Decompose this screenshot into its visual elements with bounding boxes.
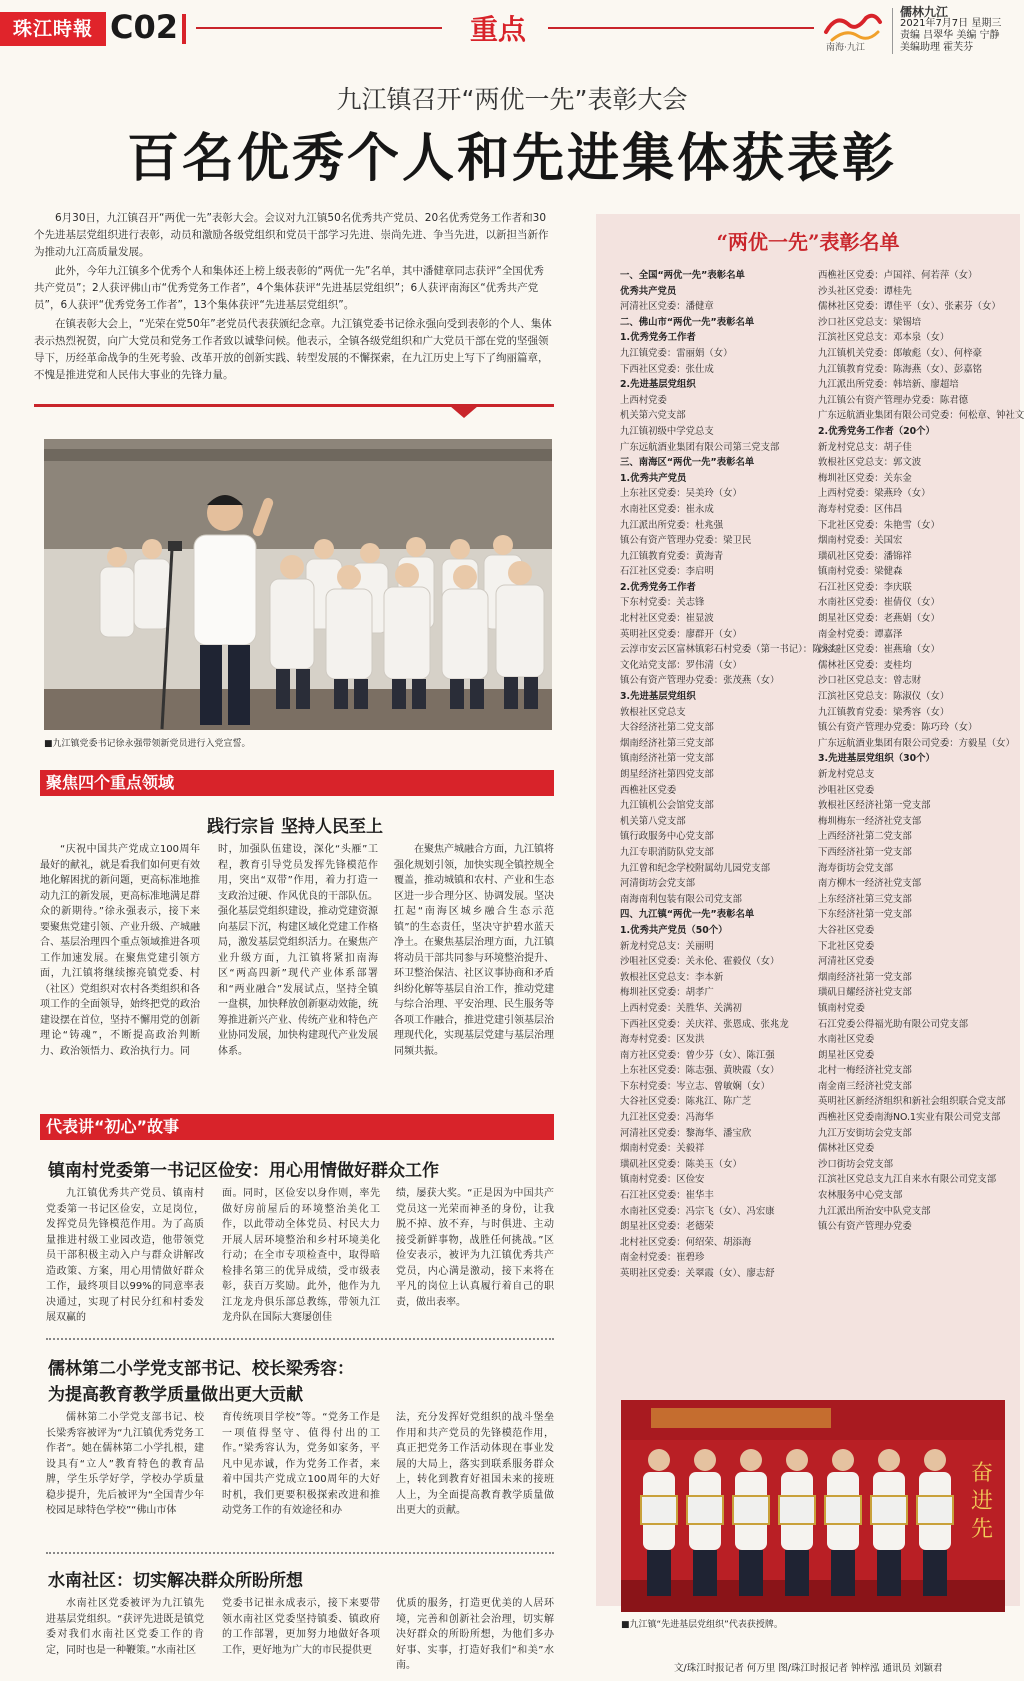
honor-list-entry: 下西经济社第一党支部 [818, 846, 912, 858]
honor-list-entry: 西樵社区党委：卢国祥、何若萍（女） [818, 270, 978, 281]
honor-list-entry: 烟南经济社第三党支部 [620, 737, 714, 749]
honor-list-entry: 镇公有资产管理办党委：陈巧玲（女） [818, 722, 978, 734]
honor-list-entry: 烟南经济社第一党支部 [818, 971, 912, 983]
backdrop-char: 奋 [971, 1461, 994, 1486]
honor-list-entry: 璜矶社区党委：陈美玉（女） [620, 1158, 742, 1170]
honor-list-heading: 1.优秀党务工作者 [620, 332, 696, 344]
honor-list-entry: 南金村党委：谭嘉泽 [818, 628, 903, 640]
honor-list-entry: 江滨社区党总支：陈淑仪（女） [818, 691, 950, 703]
article-lead [34, 210, 554, 386]
honor-list-entry: 敦根社区党总支：郭文波 [818, 457, 922, 469]
honor-list-heading: 一、全国“两优一先”表彰名单 [620, 270, 745, 281]
honor-list-entry: 机关第六党支部 [620, 410, 686, 422]
newspaper-logo: 珠江時報 [0, 12, 106, 46]
honor-list-entry: 镇公有资产管理办党委：梁卫民 [620, 535, 752, 547]
honor-list-entry: 梅圳社区党委：胡孝广 [620, 987, 714, 999]
honor-list-entry: 沙咀社区党委：关永伦、霍毅仪（女） [620, 956, 780, 968]
story3-column-3 [396, 1596, 554, 1676]
honor-list-entry: 石江党委公得福光助有限公司党支部 [818, 1018, 969, 1030]
lead-paragraph: 此外，今年九江镇多个优秀个人和集体还上榜上级表彰的“两优一先”名单，其中潘健章同志获评“全国优秀共产党员”；2人获评佛山市“优秀党务工作者”，4个集体获评“先进基层党组织”；6人获评南海区“优秀共产党员”，6人获评“优秀党务工作者”，13个集体获评“先进基层党组织”。 [34, 265, 544, 311]
header-rule-right [548, 27, 814, 29]
honor-list-entry: 下北社区党委：朱艳雪（女） [818, 519, 940, 531]
column-name: 儒林九江 [900, 5, 949, 19]
honor-list-entry: 云淳市安云区富林镇彩石村党委（第一书记）：陈永红 [620, 644, 841, 656]
story3-title-name: 水南社区： [48, 1571, 133, 1591]
honor-list-entry: 儒林社区党委：谭佳平（女）、张素芬（女） [818, 301, 1001, 313]
section-bar-focus: 聚焦四个重点领域 [40, 770, 554, 796]
honor-list-entry: 九江镇初级中学党总支 [620, 425, 714, 437]
honor-list-entry: 机关第八党支部 [620, 815, 686, 827]
section-bar-stories: 代表讲“初心”故事 [40, 1114, 554, 1140]
story2-column-1 [46, 1410, 204, 1550]
honor-list-heading: 3.先进基层党组织 [620, 691, 696, 703]
honor-list-heading: 二、佛山市“两优一先”表彰名单 [620, 316, 755, 328]
honor-list-entry: 朗星经济社第四党支部 [620, 769, 714, 780]
honor-list-entry: 镇南村党委 [818, 1002, 865, 1014]
story3-title-rest: 切实解决群众所盼所想 [133, 1571, 303, 1591]
section1-column-1 [40, 842, 200, 1092]
honor-list-entry: 九江曾和纪念学校附属幼儿园党支部 [620, 862, 771, 874]
section1-column-2 [218, 842, 378, 1092]
story-divider [46, 1552, 554, 1554]
story1-column-2 [222, 1186, 380, 1326]
honor-list-entry: 河清社区党委：黎海华、潘宝欣 [620, 1127, 752, 1139]
honor-list-entry: 镇公有资产管理办党委 [818, 1221, 912, 1233]
honor-list-entry: 儒林社区党委：麦桂均 [818, 659, 912, 671]
honor-list-entry: 上西经济社第二党支部 [818, 831, 912, 843]
brand-subtitle: 南海·九江 [826, 43, 865, 53]
honor-list-entry: 海寿村党委：区伟昌 [818, 503, 903, 515]
honor-list-entry: 海寿街坊会党支部 [818, 862, 894, 874]
story1-title-name: 镇南村党委第一书记区俭安： [48, 1161, 269, 1181]
honor-list-entry: 敦根社区经济社第一党支部 [818, 800, 931, 812]
honor-list-entry: 下西社区党委：张仕成 [620, 363, 714, 375]
honor-list-entry: 水南社区党委：冯宗飞（女）、冯宏康 [620, 1205, 775, 1217]
honor-list-entry: 水南社区党委 [818, 1034, 875, 1046]
honor-list-entry: 新龙村党总支：胡子佳 [818, 441, 912, 453]
honor-list-entry: 海寿村党委：区发洪 [620, 1034, 705, 1046]
honor-list-entry: 璜矶社区党委：潘锦祥 [818, 550, 912, 562]
section-subhead: 践行宗旨 坚持人民至上 [207, 817, 383, 837]
honor-list-entry: 九江社区党委：冯海华 [620, 1112, 714, 1124]
honor-list-column-1 [620, 268, 841, 1282]
honor-list-entry: 敦根社区党总支 [620, 706, 686, 718]
lead-divider-arrow-icon [450, 406, 478, 418]
honor-list-entry: 河清街坊会党支部 [620, 878, 696, 890]
honor-list-entry: 九江镇教育党委：梁秀容（女） [818, 706, 950, 718]
honor-list-entry: 新龙村党总支：关丽明 [620, 940, 714, 952]
body-text: 在聚焦产城融合方面，九江镇将强化规划引领，加快实现全镇控规全覆盖，推动城镇和农村、产业和生态区进一步合理分区、协调发展。坚决扛起“南海区城乡融合生态示范镇”的生态责任，坚决守护碧水蓝天净土。在聚焦基层治理方面，九江镇将动员干部共同参与环境整治提升、环卫整治保洁、社区议事协商和矛盾纠纷化解等基层自治工作，推动党建与综合治理、平安治理、民生服务等各项工作融合，推进党建引领基层治理现代化，实现基层党建与基层治理同频共振。 [394, 844, 554, 1057]
honor-list-entry: 沙头社区党委：谭桂先 [818, 285, 912, 297]
story3-column-2 [222, 1596, 380, 1676]
honor-list-entry: 下东经济社第一党支部 [818, 909, 912, 921]
honor-list-entry: 河清社区党委 [818, 956, 875, 968]
honor-list-entry: 九江派出所党委：韩培新、廖超培 [818, 379, 959, 391]
lead-paragraph: 6月30日，九江镇召开“两优一先”表彰大会。会议对九江镇50名优秀共产党员、20名优秀党务工作者和30个先进基层党组织进行表彰，动员和激励各级党组织和党员干部学习先进、崇尚先进、争当先进，以新担当新作为推动九江高质量发展。 [34, 212, 549, 258]
honor-list-entry: 九江镇公有资产管理办党委：陈君德 [818, 394, 969, 406]
honor-list-entry: 南金南三经济社党支部 [818, 1080, 912, 1092]
oath-ceremony-photo [44, 439, 552, 730]
backdrop-char: 先 [971, 1517, 994, 1542]
honor-list-entry: 九江专职消防队党支部 [620, 846, 714, 858]
honor-list-entry: 镇公有资产管理办党委：张茂燕（女） [620, 675, 780, 687]
article-headline: 百名优秀个人和先进集体获表彰 [126, 128, 897, 189]
honor-list-entry: 敦根社区党总支：李本新 [620, 971, 724, 983]
honor-list-entry: 江滨社区党总支：邓本泉（女） [818, 332, 950, 344]
honor-list-heading: 2.先进基层党组织 [620, 379, 696, 391]
body-text: 面。同时，区俭安以身作则，率先做好房前屋后的环境整治美化工作，以此带动全体党员、村民大力开展人居环境整治和乡村环境美化行动；在全市专项检查中，取得暗检排名第三的优异成绩，受市级表彰，获百万奖励。此外，他作为九江龙龙舟俱乐部总教练，带领九江龙舟队在国际大赛屡创佳 [222, 1188, 380, 1323]
assistant-editor: 美编助理 霍芙芬 [900, 42, 974, 53]
honor-list-entry: 农林服务中心党支部 [818, 1190, 903, 1202]
honor-list-entry: 九江镇教育党委：黄海青 [620, 550, 724, 562]
honor-list-entry: 英明社区党委：关翠霞（女）、廖志舒 [620, 1268, 775, 1279]
award-photo-illustration [621, 1400, 1005, 1612]
story3-column-1 [46, 1596, 204, 1676]
honor-list-heading: 三、南海区“两优一先”表彰名单 [620, 457, 755, 469]
honor-list-entry: 广东远航酒业集团有限公司党委：何松章、钟社文 [818, 410, 1024, 422]
honor-list-entry: 南海南利包装有限公司党支部 [620, 893, 742, 905]
honor-list-entry: 南金村党委：崔碧珍 [620, 1252, 705, 1264]
story1-column-3 [396, 1186, 554, 1326]
honor-list-entry: 上西村党委 [620, 394, 667, 406]
honor-list-entry: 上东经济社第三党支部 [818, 893, 912, 905]
body-text: “庆祝中国共产党成立100周年最好的献礼，就是看我们如何更有效地化解困扰的新问题，更高标准地推动九江的新发展，更高标准地满足群众的新期待。”徐永强表示，接下来要聚焦党建引领、产业升级、产城融合、基层治理四个重点领域推进各项工作加速发展。在聚焦党建引领方面，九江镇将继续擦亮镇党委、村（社区）党组织对农村各类组织和各项工作的全面领导，始终把党的政治建设摆在首位，坚持不懈用党的创新理论“铸魂”，不断提高政治判断力、政治领悟力、政治执行力。同 [40, 844, 200, 1057]
honor-list-entry: 上西村党委：关胜华、关满初 [620, 1002, 742, 1014]
honor-list-entry: 儒林社区党委 [818, 1143, 875, 1155]
section-title: 重点 [470, 13, 527, 46]
honor-list-entry: 文化站党支部：罗伟清（女） [620, 659, 742, 671]
story2-title-line1: 儒林第二小学党支部书记、校长梁秀容： [48, 1359, 354, 1379]
body-text: 水南社区党委被评为九江镇先进基层党组织。“获评先进既是镇党委对我们水南社区党委工作的肯定，同时也是一种鞭策。”水南社区 [46, 1598, 204, 1656]
honor-list-entry: 九江镇党委：雷丽娟（女） [620, 347, 733, 359]
body-text: 绩，屡获大奖。“正是因为中国共产党员这一光荣而神圣的身份，让我脱不掉、放不弃，与时俱进、主动接受新鲜事物，战胜任何挑战。”区俭安表示，被评为九江镇优秀共产党员，内心满是激动，接下来将在平凡的岗位上认真履行着自己的职责，做出表率。 [396, 1188, 554, 1308]
story2-title-line2: 为提高教育教学质量做出更大贡献 [48, 1385, 303, 1405]
award-ceremony-photo [621, 1400, 1005, 1612]
honor-list-entry: 镇南经济社第一党支部 [620, 753, 714, 765]
story-divider [46, 1338, 554, 1340]
honor-list-entry: 下西社区党委：关庆祥、张恩成、张兆龙 [620, 1018, 789, 1030]
honor-list-entry: 英明社区党委：廖群开（女） [620, 628, 742, 640]
body-text: 时，加强队伍建设，深化“头雁”工程，教育引导党员发挥先锋模范作用，突出“双带”作用，着力打造一支政治过硬、作风优良的干部队伍。强化基层党组织建设，推动党建资源向基层下沉，构建区域化党建工作格局，激发基层党组织活力。在聚焦产业升级方面，九江镇将紧扣南海区“两高四新”现代产业体系部署和“两业融合”发展试点，坚持全镇一盘棋，加快释放创新驱动效能，统筹推进新兴产业、传统产业和特色产业协同发展，加快构建现代产业发展体系。 [218, 844, 378, 1057]
honor-list-entry: 广东远航酒业集团有限公司党委：方毅星（女） [818, 737, 1015, 749]
honor-list-entry: 石江社区党委：崔华丰 [620, 1190, 714, 1202]
honor-list-entry: 镇南村党委：梁健森 [818, 566, 903, 578]
honor-list-entry: 上东社区党委：陈志强、黄映霞（女） [620, 1065, 780, 1077]
section1-column-3 [394, 842, 554, 1092]
honor-list-entry: 江滨社区党总支九江自来水有限公司党支部 [818, 1174, 997, 1186]
honor-list-entry: 水南社区党委：崔倩仪（女） [818, 597, 940, 609]
honor-list-entry: 大谷社区党委：陈兆江、陈广芝 [620, 1096, 752, 1108]
story3-title [48, 1566, 303, 1591]
issue-meta [900, 6, 1001, 54]
photo-caption: ■九江镇“先进基层党组织”代表获授牌。 [621, 1620, 783, 1630]
honor-list-entry: 九江派出所治安中队党支部 [818, 1205, 931, 1217]
page-number-bar [182, 14, 186, 44]
honor-list-entry: 水南社区党委：崔永成 [620, 503, 714, 515]
honor-list-entry: 沙头社区党委：崔燕瑜（女） [818, 644, 940, 656]
honor-list-column-2 [818, 268, 1024, 1235]
honor-list-entry: 朗星社区党委：老燕娟（女） [818, 613, 940, 625]
honor-list-heading: 优秀共产党员 [620, 285, 677, 297]
honor-list-heading: 1.优秀共产党员 [620, 472, 687, 484]
honor-list-heading: 2.优秀党务工作者 [620, 581, 696, 593]
honor-list-entry: 沙口街坊会党支部 [818, 1158, 894, 1170]
honor-list-entry: 北村一梅经济社党支部 [818, 1065, 912, 1077]
honor-list-entry: 下东村党委：关志锋 [620, 597, 705, 609]
honor-list-heading: 2.优秀党务工作者（20个） [818, 425, 935, 437]
byline-credit: 文/珠江时报记者 何万里 图/珠江时报记者 钟梓泓 通讯员 刘颖君 [674, 1663, 943, 1674]
honor-list-entry: 朗星社区党委 [818, 1049, 875, 1061]
honor-list-entry: 广东远航酒业集团有限公司第三党支部 [620, 441, 780, 453]
honor-list-entry: 下东村党委：岑立志、曾敏娴（女） [620, 1080, 771, 1092]
honor-list-entry: 镇南村党委：区俭安 [620, 1174, 705, 1186]
honor-list-entry: 沙咀社区党委 [818, 784, 875, 796]
honor-list-entry: 梅圳梅东一经济社党支部 [818, 815, 922, 827]
honor-list-entry: 大谷社区党委 [818, 924, 875, 936]
lead-paragraph: 在镇表彰大会上，“光荣在党50年”老党员代表获颁纪念章。九江镇党委书记徐永强向受到表彰的个人、集体表示热烈祝贺，向广大党员和党务工作者致以诚挚问候。他表示，全镇各级党组织和广大党员干部在党的坚强领导下，历经革命战争的生死考验、改革开放的创新实践、转型发展的不懈探索，在九江历史上写下了绚丽篇章，不愧是推进党和人民伟大事业的先锋力量。 [34, 318, 552, 381]
honor-list-entry: 梅圳社区党委：关东金 [818, 472, 912, 484]
issue-date: 2021年7月7日 星期三 [900, 18, 1002, 29]
article-kicker: 九江镇召开“两优一先”表彰大会 [336, 85, 688, 114]
honor-list-entry: 九江派出所党委：杜兆强 [620, 519, 724, 531]
honor-list-entry: 九江万安街坊会党支部 [818, 1127, 912, 1139]
honor-list-heading: 四、九江镇“两优一先”表彰名单 [620, 909, 755, 921]
honor-list-heading: 3.先进基层党组织（30个） [818, 753, 935, 765]
honor-list-entry: 沙口社区党总支：曾志财 [818, 675, 922, 687]
page-number: C02 [110, 8, 179, 46]
honor-list-entry: 新龙村党总支 [818, 769, 875, 780]
body-text: 儒林第二小学党支部书记、校长梁秀容被评为“九江镇优秀党务工作者”。她在儒林第二小学扎根，建设具有“立人”教育特色的教育品牌，学生乐学好学，学校办学质量稳步提升，先后被评为“全国青少年校园足球特色学校”“佛山市体 [46, 1412, 204, 1516]
story1-title [48, 1156, 439, 1181]
photo-caption: ■九江镇党委书记徐永强带领新党员进行入党宣誓。 [44, 739, 251, 749]
body-text: 法，充分发挥好党组织的战斗堡垒作用和共产党员的先锋模范作用，真正把党务工作活动体现在事业发展的大局上，落实到联系服务群众上，转化到教育好祖国未来的接班人上，为全面提高教育教学质量做出更大的贡献。 [396, 1412, 554, 1516]
honor-list-entry: 西樵社区党委南海NO.1实业有限公司党支部 [818, 1112, 1001, 1124]
honor-list-entry: 璜矶日耀经济社党支部 [818, 987, 912, 999]
honor-list-entry: 石江社区党委：李启明 [620, 566, 714, 578]
honor-list-entry: 南方社区党委：曾少芬（女）、陈江强 [620, 1049, 775, 1061]
honor-list-entry: 九江镇教育党委：陈海燕（女）、彭嘉铭 [818, 363, 983, 375]
oath-photo-illustration [44, 439, 552, 730]
honor-list-entry: 南方柳木一经济社党支部 [818, 878, 922, 890]
header-rule-left [196, 27, 442, 29]
honor-list-entry: 镇行政服务中心党支部 [620, 831, 714, 843]
body-text: 育传统项目学校”等。“党务工作是一项值得坚守、值得付出的工作。”梁秀容认为，党务如家务，平凡中见赤诚，作为党务工作者，来着中国共产党成立100周年的大好时机，我们更要积极探索改进和推动党务工作的有效途径和办 [222, 1412, 380, 1516]
body-text: 九江镇优秀共产党员、镇南村党委第一书记区俭安，立足岗位，发挥党员先锋模范作用。为了高质量推进村级工业园改造，他带领党员干部积极主动入户与群众讲解改造政策、方案，用心用情做好群众工作，最终项目以99%的同意率表决通过，实现了村民分红和村委发展双赢的 [46, 1188, 204, 1323]
body-text: 优质的服务，打造更优美的人居环境，完善和创新社会治理，切实解决好群众的所盼所想，为他们多办好事、实事，打造好我们“和美”水南。 [396, 1598, 554, 1671]
story2-column-3 [396, 1410, 554, 1550]
honor-list-entry: 烟南村党委：关毅祥 [620, 1143, 705, 1155]
editors: 责编 吕翠华 美编 宁静 [900, 30, 1000, 41]
honor-list-heading: 1.优秀共产党员（50个） [620, 924, 728, 936]
honor-list-entry: 九江镇机关党委：郎敏彪（女）、何梓豪 [818, 347, 983, 359]
honor-list-entry: 北村社区党委：崔显波 [620, 613, 714, 625]
body-text: 党委书记崔永成表示，接下来要带领水南社区党委坚持镇委、镇政府的工作部署，更加努力地做好各项工作，更好地为广大的市民提供更 [222, 1598, 380, 1656]
honor-list-entry: 下北社区党委 [818, 940, 875, 952]
honor-list-entry: 上东社区党委：吴美玲（女） [620, 488, 742, 500]
honor-list-entry: 英明社区新经济组织和新社会组织联合党支部 [818, 1096, 1006, 1108]
honor-list-title: “两优一先”表彰名单 [716, 230, 900, 254]
honor-list-entry: 上西村党委：梁燕玲（女） [818, 488, 931, 500]
header-divider [892, 8, 893, 54]
story1-column-1 [46, 1186, 204, 1326]
honor-list-entry: 北村社区党委：何绍荣、胡添海 [620, 1236, 752, 1248]
honor-list-entry: 西樵社区党委 [620, 784, 677, 796]
story2-column-2 [222, 1410, 380, 1550]
honor-list-entry: 烟南村党委：关国宏 [818, 535, 903, 547]
honor-list-entry: 石江社区党委：李庆联 [818, 581, 912, 593]
honor-list-entry: 沙口社区党总支：梁锡培 [818, 316, 922, 328]
story1-title-rest: 用心用情做好群众工作 [269, 1161, 439, 1181]
honor-list-entry: 大谷经济社第二党支部 [620, 722, 714, 734]
honor-list-entry: 朗星社区党委：老德荣 [620, 1221, 714, 1233]
honor-list-entry: 九江镇机公会馆党支部 [620, 800, 714, 812]
honor-list-entry: 河清社区党委：潘健章 [620, 301, 714, 313]
backdrop-char: 进 [971, 1489, 994, 1514]
